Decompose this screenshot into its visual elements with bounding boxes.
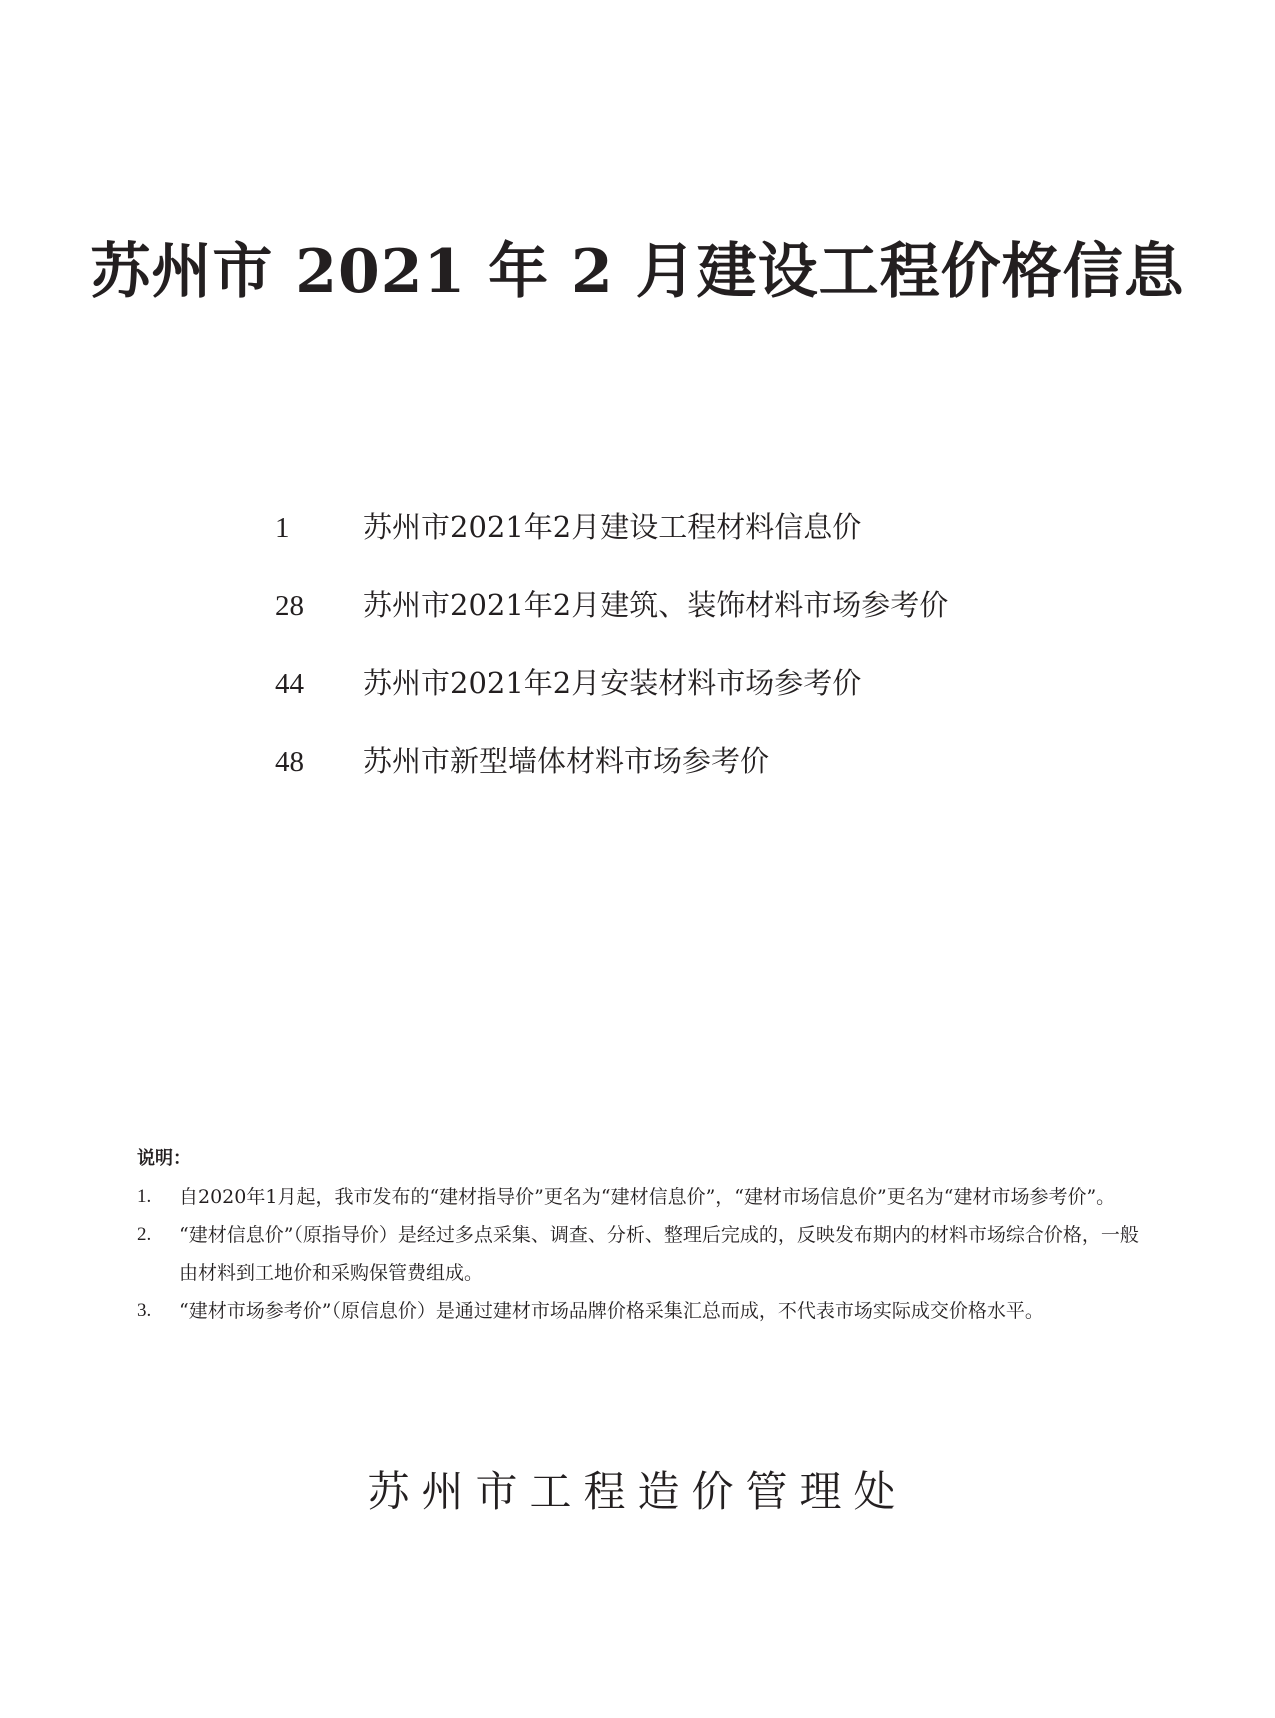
toc-page-number: 44 bbox=[275, 668, 304, 700]
toc-item[interactable] bbox=[275, 583, 1075, 661]
note-item bbox=[137, 1292, 1147, 1330]
toc-label: 苏州市2021年2月建筑、装饰材料市场参考价 bbox=[363, 588, 949, 622]
table-of-contents bbox=[275, 505, 1075, 817]
toc-page-number: 1 bbox=[275, 512, 290, 544]
toc-page-number: 48 bbox=[275, 746, 304, 778]
toc-page-number: 28 bbox=[275, 590, 304, 622]
page-title: 苏州市 2021 年 2 月建设工程价格信息 bbox=[90, 237, 1185, 307]
note-item bbox=[137, 1216, 1147, 1292]
toc-item[interactable] bbox=[275, 739, 1075, 817]
notes-section bbox=[137, 1140, 1147, 1330]
note-item bbox=[137, 1178, 1147, 1216]
note-number: 2. bbox=[137, 1224, 152, 1245]
note-text: “建材市场参考价”（原信息价）是通过建材市场品牌价格采集汇总而成，不代表市场实际成交价格水平。 bbox=[179, 1300, 1044, 1322]
note-text: 自2020年1月起，我市发布的“建材指导价”更名为“建材信息价”，“建材市场信息价”更名为“建材市场参考价”。 bbox=[179, 1186, 1116, 1208]
toc-label: 苏州市2021年2月建设工程材料信息价 bbox=[363, 510, 862, 544]
note-text: “建材信息价”（原指导价）是经过多点采集、调查、分析、整理后完成的，反映发布期内的材料市场综合价格，一般由材料到工地价和采购保管费组成。 bbox=[179, 1224, 1139, 1284]
note-number: 3. bbox=[137, 1300, 152, 1321]
toc-item[interactable] bbox=[275, 505, 1075, 583]
notes-heading: 说明： bbox=[137, 1148, 191, 1169]
issuing-organization: 苏州市工程造价管理处 bbox=[367, 1467, 908, 1516]
toc-label: 苏州市2021年2月安装材料市场参考价 bbox=[363, 666, 862, 700]
note-number: 1. bbox=[137, 1186, 152, 1207]
toc-label: 苏州市新型墙体材料市场参考价 bbox=[363, 744, 770, 778]
toc-item[interactable] bbox=[275, 661, 1075, 739]
